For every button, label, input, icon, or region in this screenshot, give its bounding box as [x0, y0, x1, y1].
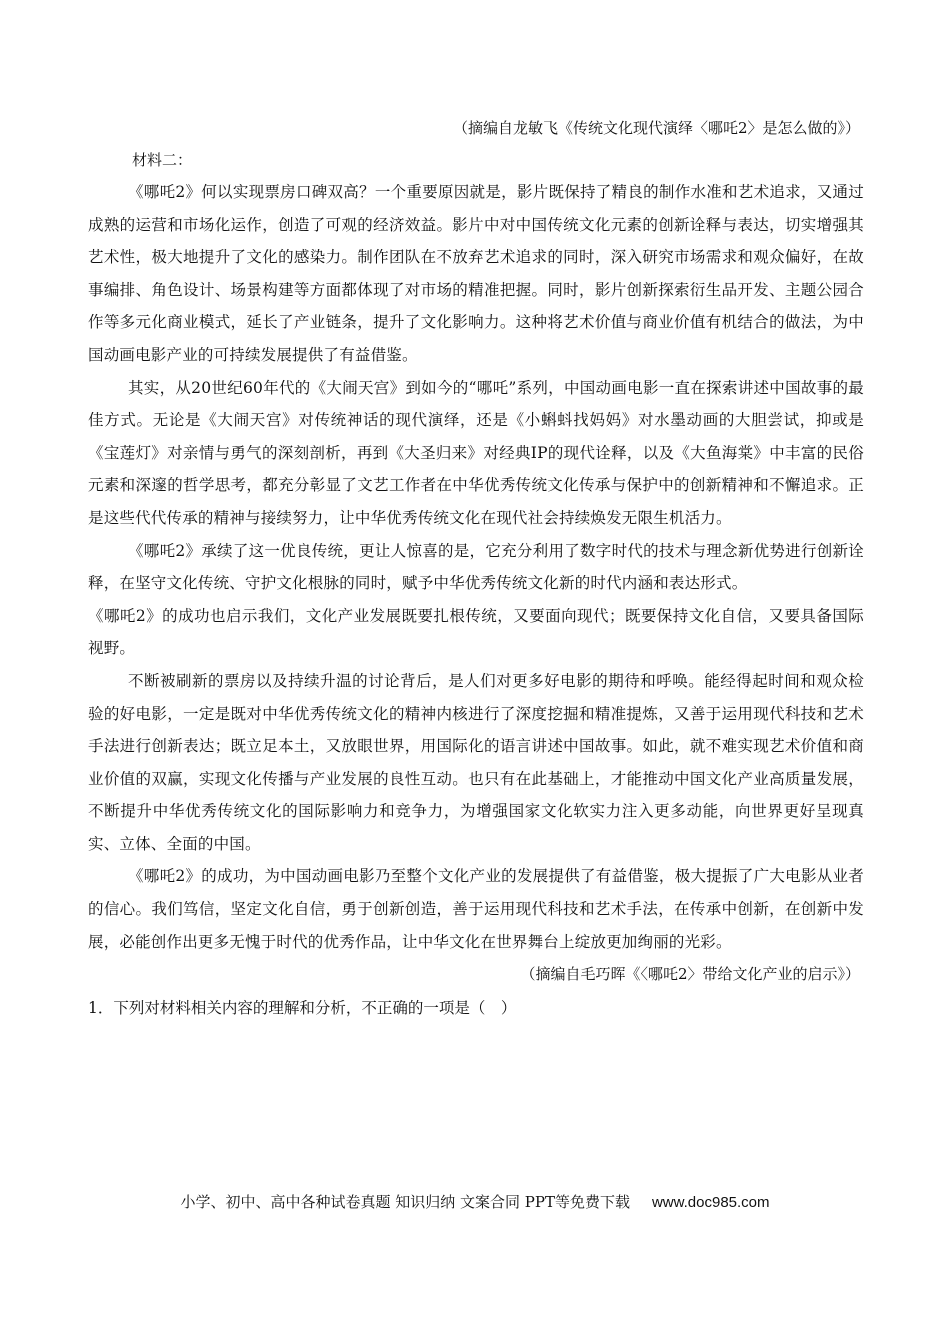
page-footer [0, 1188, 950, 1217]
paragraph-4: 《哪吒2》的成功也启示我们，文化产业发展既要扎根传统，又要面向现代；既要保持文化自信，又要具备国际视野。 [88, 606, 864, 658]
paragraph-1: 《哪吒2》何以实现票房口碑双高？一个重要原因就是，影片既保持了精良的制作水准和艺术追求，又通过成熟的运营和市场化运作，创造了可观的经济效益。影片中对中国传统文化元素的创新诠释与表达，切实增强其艺术性，极大地提升了文化的感染力。制作团队在不放弃艺术追求的同时，深入研究市场需求和观众偏好，在故事编排、角色设计、场景构建等方面都体现了对市场的精准把握。同时，影片创新探索衍生品开发、主题公园合作等多元化商业模式，延长了产业链条，提升了文化影响力。这种将艺术价值与商业价值有机结合的做法，为中国动画电影产业的可持续发展提供了有益借鉴。 [88, 183, 864, 364]
paragraph-2: 其实，从20世纪60年代的《大闹天宫》到如今的“哪吒”系列，中国动画电影一直在探索讲述中国故事的最佳方式。无论是《大闹天宫》对传统神话的现代演绎，还是《小蝌蚪找妈妈》对水墨动画的大胆尝试，抑或是《宝莲灯》对亲情与勇气的深刻剖析，再到《大圣归来》对经典IP的现代诠释，以及《大鱼海棠》中丰富的民俗元素和深邃的哲学思考，都充分彰显了文艺工作者在中华优秀传统文化传承与保护中的创新精神和不懈追求。正是这些代代传承的精神与接续努力，让中华优秀传统文化在现代社会持续焕发无限生机活力。 [88, 378, 864, 527]
source-citation-top: （摘编自龙敏飞《传统文化现代演绎〈哪吒2〉是怎么做的》） [452, 119, 860, 137]
document-body [88, 112, 864, 1024]
footer-site-link[interactable]: www.doc985.com [651, 1194, 770, 1211]
question-1: 1．下列对材料相关内容的理解和分析，不正确的一项是（ ） [88, 999, 517, 1018]
source-citation-bottom: （摘编自毛巧晖《〈哪吒2〉带给文化产业的启示》） [520, 965, 860, 984]
paragraph-6: 《哪吒2》的成功，为中国动画电影乃至整个文化产业的发展提供了有益借鉴，极大提振了广大电影从业者的信心。我们笃信，坚定文化自信，勇于创新创造，善于运用现代科技和艺术手法，在传承中创新，在创新中发展，必能创作出更多无愧于时代的优秀作品，让中华文化在世界舞台上绽放更加绚丽的光彩。 [88, 867, 864, 951]
paragraph-3: 《哪吒2》承续了这一优良传统，更让人惊喜的是，它充分利用了数字时代的技术与理念新优势进行创新诠释，在坚守文化传统、守护文化根脉的同时，赋予中华优秀传统文化新的时代内涵和表达形式。 [88, 541, 864, 593]
material-heading: 材料二： [132, 151, 193, 169]
paragraph-5: 不断被刷新的票房以及持续升温的讨论背后，是人们对更多好电影的期待和呼唤。能经得起时间和观众检验的好电影，一定是既对中华优秀传统文化的精神内核进行了深度挖掘和精准提炼，又善于运用现代科技和艺术手法进行创新表达；既立足本土，又放眼世界，用国际化的语言讲述中国故事。如此，就不难实现艺术价值和商业价值的双赢，实现文化传播与产业发展的良性互动。也只有在此基础上，才能推动中国文化产业高质量发展，不断提升中华优秀传统文化的国际影响力和竞争力，为增强国家文化软实力注入更多动能，向世界更好呈现真实、立体、全面的中国。 [88, 671, 864, 853]
footer-text: 小学、初中、高中各种试卷真题 知识归纳 文案合同 PPT等免费下载 [180, 1193, 630, 1211]
